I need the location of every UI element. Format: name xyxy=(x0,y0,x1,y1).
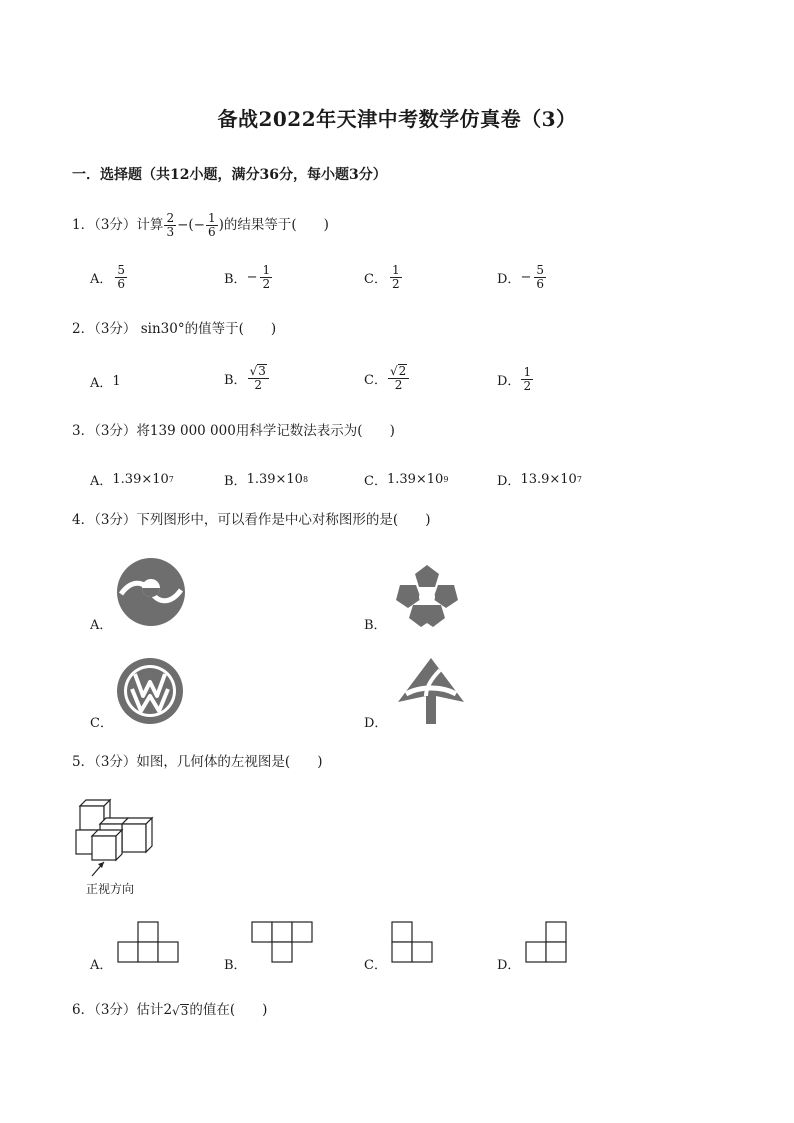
q5-label-c[interactable]: C． xyxy=(364,958,387,973)
q5-label-d[interactable]: D． xyxy=(497,958,521,973)
q1-option-b[interactable] xyxy=(224,264,273,291)
q2-option-d[interactable] xyxy=(497,366,534,393)
q3-d-base: 13.9×10 xyxy=(520,472,577,487)
q6-sqrt xyxy=(172,1004,189,1017)
q1-f2-den: 6 xyxy=(207,225,216,239)
q2-c-radicand: 2 xyxy=(398,364,407,378)
q5-option-b-icon[interactable] xyxy=(250,920,316,964)
q1-f2-num: 1 xyxy=(207,211,216,225)
q5-option-d-icon[interactable] xyxy=(524,920,570,964)
q1-d-sign: − xyxy=(520,270,532,285)
q3-a-base: 1.39×10 xyxy=(112,472,169,487)
page-title: 备战2022年天津中考数学仿真卷（3） xyxy=(217,107,577,131)
q5-label-b[interactable]: B． xyxy=(224,958,247,973)
q6-coefficient: 2 xyxy=(163,1002,173,1018)
q2-b-letter: B． xyxy=(224,372,247,388)
q1-option-a[interactable] xyxy=(90,264,128,291)
q4-figure-a-icon[interactable] xyxy=(115,556,187,628)
q1-b-sign: − xyxy=(246,270,258,285)
q5-option-c-icon[interactable] xyxy=(390,920,436,964)
q1-f1-den: 3 xyxy=(166,225,175,239)
q1-b-letter: B． xyxy=(224,272,247,287)
q2-d-num: 1 xyxy=(523,365,532,379)
q3-option-a[interactable] xyxy=(90,470,174,489)
q3-option-d[interactable] xyxy=(497,470,582,489)
q1-mid: −(− xyxy=(177,217,205,233)
q3-c-letter: C． xyxy=(364,474,387,489)
q2-b-radical: √ xyxy=(249,364,258,378)
q6-radicand: 3 xyxy=(180,1004,189,1018)
q6-suffix: 的值在( ) xyxy=(189,1002,268,1018)
question-4: 4．（3分）下列图形中，可以看作是中心对称图形的是( ) xyxy=(72,512,431,528)
q3-c-exp: 9 xyxy=(443,475,449,484)
question-3: 3．（3分）将139 000 000用科学记数法表示为( ) xyxy=(72,423,395,439)
q2-a-value: 1 xyxy=(112,374,121,389)
q4-figure-c-icon[interactable] xyxy=(115,656,185,726)
q4-figure-d-icon[interactable] xyxy=(396,656,466,726)
q1-b-num: 1 xyxy=(262,263,271,277)
q5-caption: 正视方向 xyxy=(86,882,135,896)
q2-b-fraction xyxy=(248,364,269,392)
q2-c-radical: √ xyxy=(389,364,398,378)
q2-d-fraction xyxy=(521,366,533,393)
q1-b-den: 2 xyxy=(262,277,271,291)
question-1 xyxy=(72,212,329,239)
q5-label-a[interactable]: A． xyxy=(90,958,113,973)
q6-prefix: 6．（3分）估计 xyxy=(72,1002,164,1018)
q1-c-letter: C． xyxy=(364,272,387,287)
question-6 xyxy=(72,1000,267,1020)
q3-option-b[interactable] xyxy=(224,470,308,489)
q2-d-letter: D． xyxy=(497,374,521,389)
q1-c-num: 1 xyxy=(391,263,400,277)
q4-label-b[interactable]: B． xyxy=(364,618,387,633)
q1-a-letter: A． xyxy=(90,272,113,287)
q3-a-letter: A． xyxy=(90,474,113,489)
question-5: 5．（3分）如图，几何体的左视图是( ) xyxy=(72,754,323,770)
q4-label-c[interactable]: C． xyxy=(90,716,113,731)
q3-b-exp: 8 xyxy=(302,475,309,484)
q1-d-fraction xyxy=(534,264,546,291)
q3-b-letter: B． xyxy=(224,474,247,489)
q1-option-d[interactable] xyxy=(497,264,547,291)
q1-a-num: 5 xyxy=(117,263,126,277)
q1-f1-num: 2 xyxy=(166,211,175,225)
q5-option-a-icon[interactable] xyxy=(116,920,182,964)
q1-d-letter: D． xyxy=(497,272,521,287)
q1-suffix: )的结果等于( ) xyxy=(218,217,329,233)
q4-label-d[interactable]: D． xyxy=(364,716,388,731)
question-2: 2．（3分） sin30°的值等于( ) xyxy=(72,321,277,337)
q2-a-letter: A． xyxy=(90,376,113,391)
q6-radical: √ xyxy=(172,1004,180,1018)
q3-d-exp: 7 xyxy=(576,475,582,484)
q2-option-b[interactable] xyxy=(224,364,270,392)
q3-d-letter: D． xyxy=(497,474,521,489)
q1-a-den: 6 xyxy=(117,277,126,291)
q1-c-den: 2 xyxy=(391,277,400,291)
q2-option-c[interactable] xyxy=(364,364,410,392)
q4-label-a[interactable]: A． xyxy=(90,618,113,633)
q2-b-den: 2 xyxy=(254,378,263,392)
q2-b-radicand: 3 xyxy=(258,364,266,378)
q4-figure-b-icon[interactable] xyxy=(392,563,462,629)
q5-solid-figure-icon xyxy=(72,796,164,878)
section-heading: 一．选择题（共12小题，满分36分，每小题3分） xyxy=(72,167,387,183)
q1-d-num: 5 xyxy=(536,263,544,277)
q3-a-exp: 7 xyxy=(168,475,174,484)
q1-d-den: 6 xyxy=(536,277,544,291)
q2-c-fraction xyxy=(388,364,409,392)
q1-c-fraction xyxy=(390,264,402,291)
q1-fraction-2 xyxy=(206,212,218,239)
q2-c-den: 2 xyxy=(394,378,403,392)
q1-fraction-1 xyxy=(164,212,176,239)
q2-c-letter: C． xyxy=(364,372,387,388)
q2-option-a[interactable] xyxy=(90,372,121,391)
q1-a-fraction xyxy=(115,264,127,291)
q1-option-c[interactable] xyxy=(364,264,403,291)
q2-d-den: 2 xyxy=(523,379,532,393)
q3-option-c[interactable] xyxy=(364,470,448,489)
q1-b-fraction xyxy=(260,264,272,291)
q3-b-base: 1.39×10 xyxy=(246,472,303,487)
q1-prefix: 1．（3分）计算 xyxy=(72,217,164,233)
q3-c-base: 1.39×10 xyxy=(386,472,444,487)
